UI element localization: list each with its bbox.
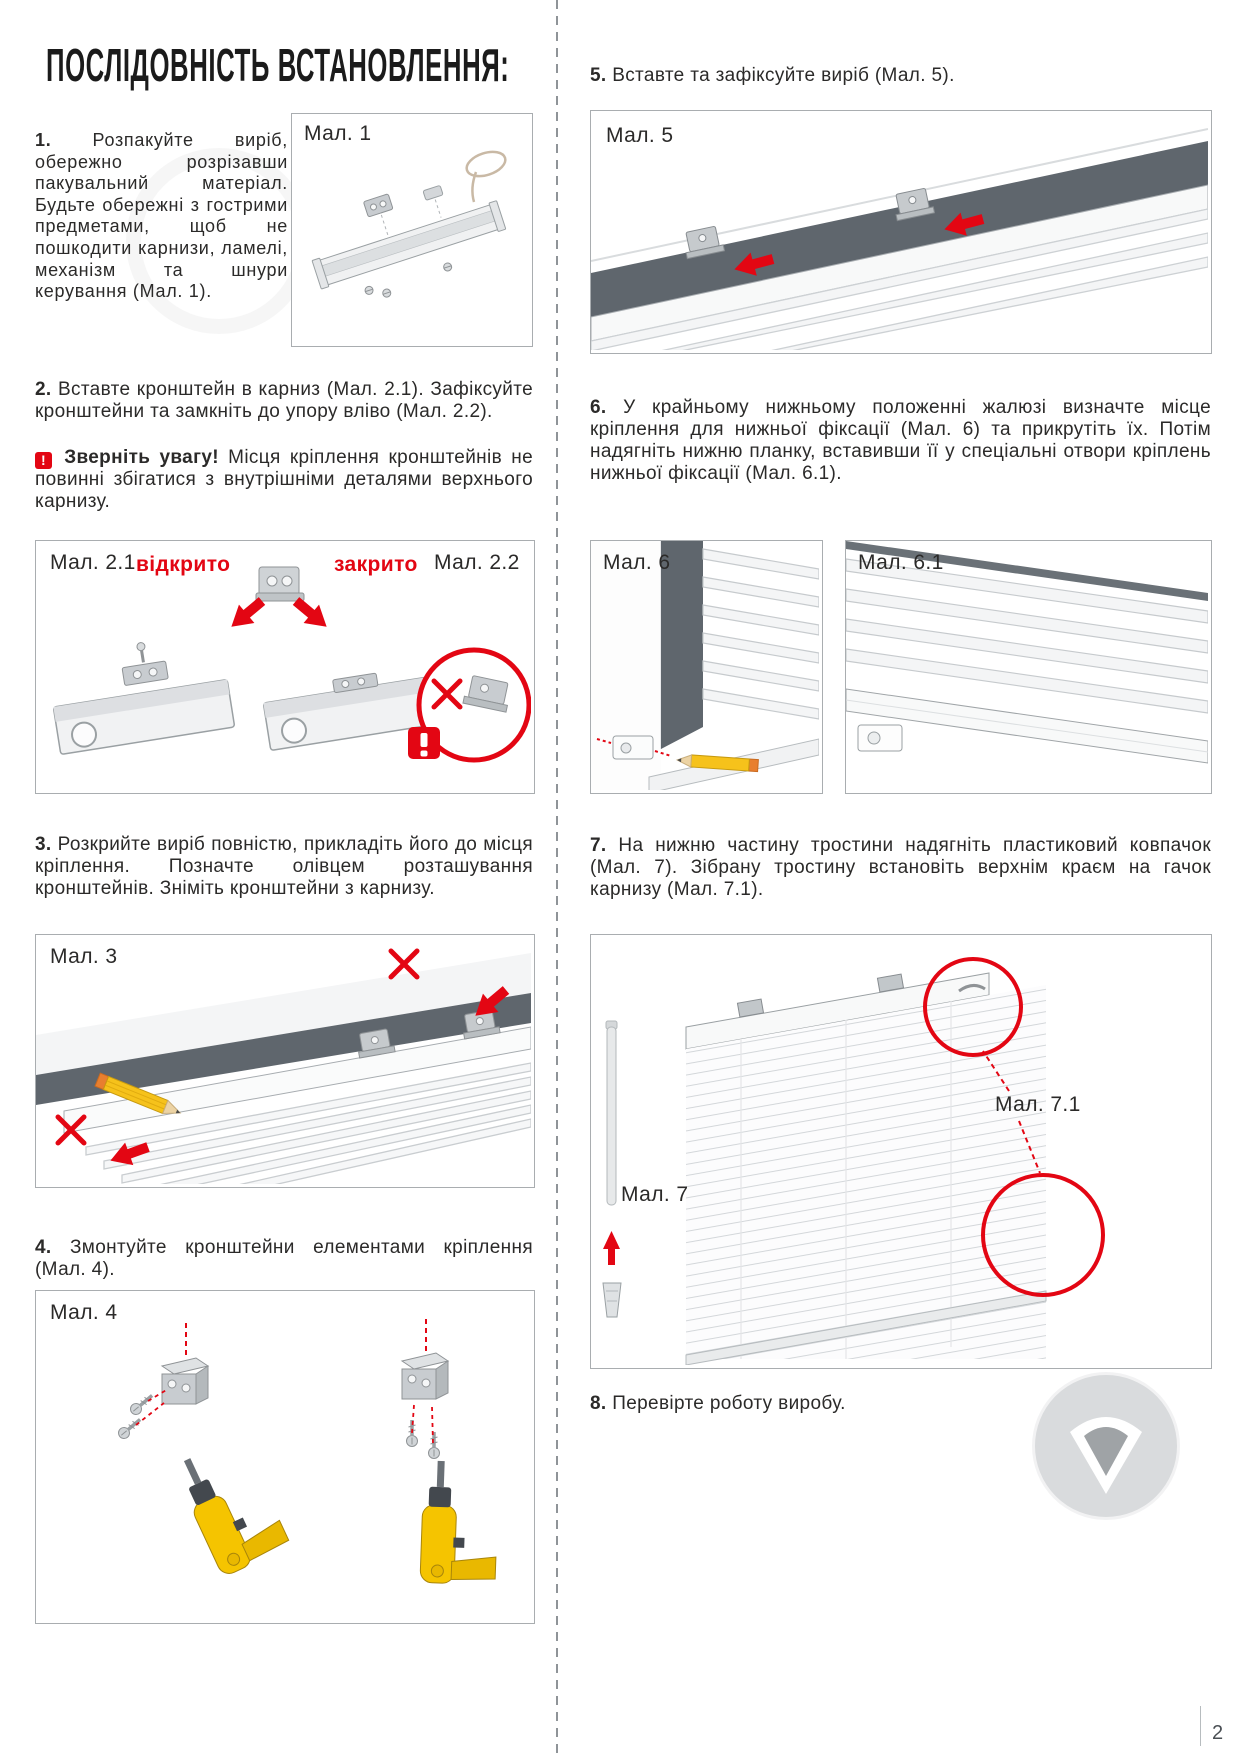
figure-1-label: Мал. 1 (304, 122, 372, 145)
tilt-wand-icon (606, 1021, 617, 1205)
screw-icon (116, 1415, 143, 1440)
figure-1 (291, 113, 533, 347)
bracket-icon (402, 1353, 448, 1399)
footer-rule (1200, 1706, 1201, 1746)
bracket-icon (363, 194, 393, 217)
fixation-bracket (858, 725, 902, 751)
figure-1-illustration (292, 114, 529, 343)
warning-title: Зверніть увагу! (64, 447, 219, 468)
warning-icon: ! (35, 452, 52, 469)
step-2-text: 2. Вставте кронштейн в карниз (Мал. 2.1). Зафіксуйте кронштейни та замкніть до упору вліво (Мал. 2.2). (35, 379, 533, 422)
step-1-number: 1. (35, 130, 52, 150)
step-2-warning: ! Зверніть увагу! Місця кріплення кронштейнів не повинні збігатися з внутрішніми деталями верхнього карнизу. (35, 447, 533, 512)
figure-7 (590, 934, 1212, 1369)
slats (703, 549, 819, 719)
step-3-number: 3. (35, 834, 52, 855)
figure-4-illustration (36, 1291, 531, 1620)
step-6-number: 6. (590, 397, 607, 418)
red-up-arrow-icon (603, 1231, 620, 1265)
figure-2 (35, 540, 535, 794)
figure-6-label: Мал. 6 (603, 551, 671, 574)
step-3-text: 3. Розкрийте виріб повністю, прикладіть його до місця кріплення. Позначте олівцем розташування кронштейнів. Зніміть кронштейни з карнизу. (35, 834, 533, 899)
figure-5-label: Мал. 5 (606, 124, 674, 147)
figure-6-1 (845, 540, 1212, 794)
figure-3 (35, 934, 535, 1188)
slats (846, 559, 1208, 713)
fixation-bracket (613, 736, 653, 759)
figure-2-illustration (36, 541, 531, 790)
step-6-text: 6. У крайньому нижньому положенні жалюзі визначте місце кріплення для нижньої фіксації (Мал. 6) та прикрутіть їх. Потім надягніть нижню планку, вставивши її у спеціальні отвори кріплень нижньої фіксації (Мал. 6.1). (590, 397, 1211, 484)
plastic-cap-icon (603, 1283, 621, 1317)
figure-2-1-label: Мал. 2.1 (50, 551, 136, 574)
watermark-logo-icon (1028, 1368, 1184, 1524)
step-5-text: 5. Вставте та зафіксуйте виріб (Мал. 5). (590, 65, 955, 86)
figure-5-illustration (591, 111, 1208, 350)
figure-2-2-label: Мал. 2.2 (434, 551, 520, 574)
step-7-number: 7. (590, 835, 607, 856)
figure-7-1-label: Мал. 7.1 (995, 1093, 1081, 1116)
step-7-text: 7. На нижню частину тростини надягніть пластиковий ковпачок (Мал. 7). Зібрану тростину встановіть верхнім краєм на гачок карнизу (Мал. 7.1). (590, 835, 1211, 900)
step-4-number: 4. (35, 1237, 52, 1258)
figure-6 (590, 540, 823, 794)
figure-7-illustration (591, 935, 1208, 1365)
step-5-number: 5. (590, 65, 607, 86)
figure-6-illustration (591, 541, 819, 790)
figure-4 (35, 1290, 535, 1624)
step-4-text: 4. Змонтуйте кронштейни елементами кріплення (Мал. 4). (35, 1237, 533, 1280)
closed-label: закрито (334, 553, 418, 576)
step-1-text: 1. Розпакуйте виріб, обережно розрізавши пакувальний матеріал. Будьте обережні з гострими предметами, щоб не пошкодити карнизи, ламелі, механізм та шнури керування (Мал. 1). (35, 130, 288, 302)
figure-6-1-illustration (846, 541, 1208, 790)
bracket-icon (256, 567, 304, 601)
bracket-icon (162, 1358, 208, 1404)
figure-4-label: Мал. 4 (50, 1301, 118, 1324)
figure-3-illustration (36, 935, 531, 1184)
cornice-open-drawing (46, 630, 235, 754)
figure-5 (590, 110, 1212, 354)
screw-icon (429, 1432, 440, 1459)
drill-icon (420, 1460, 499, 1585)
drill-icon (172, 1435, 292, 1577)
page-number: 2 (1212, 1722, 1224, 1744)
open-label: відкрито (136, 553, 231, 576)
exclamation-badge-icon (408, 727, 440, 759)
page-title: ПОСЛІДОВНІСТЬ ВСТАНОВЛЕННЯ: (46, 39, 510, 91)
figure-6-1-label: Мал. 6.1 (858, 551, 944, 574)
figure-7-label: Мал. 7 (621, 1183, 689, 1206)
cornice-exploded-drawing (300, 163, 515, 316)
control-cord-icon (464, 147, 509, 202)
step-8-text: 8. Перевірте роботу виробу. (590, 1393, 846, 1414)
step-2-number: 2. (35, 379, 52, 400)
step-8-number: 8. (590, 1393, 607, 1414)
figure-3-label: Мал. 3 (50, 945, 118, 968)
column-divider (556, 0, 558, 1760)
red-cross-icon (391, 951, 417, 977)
